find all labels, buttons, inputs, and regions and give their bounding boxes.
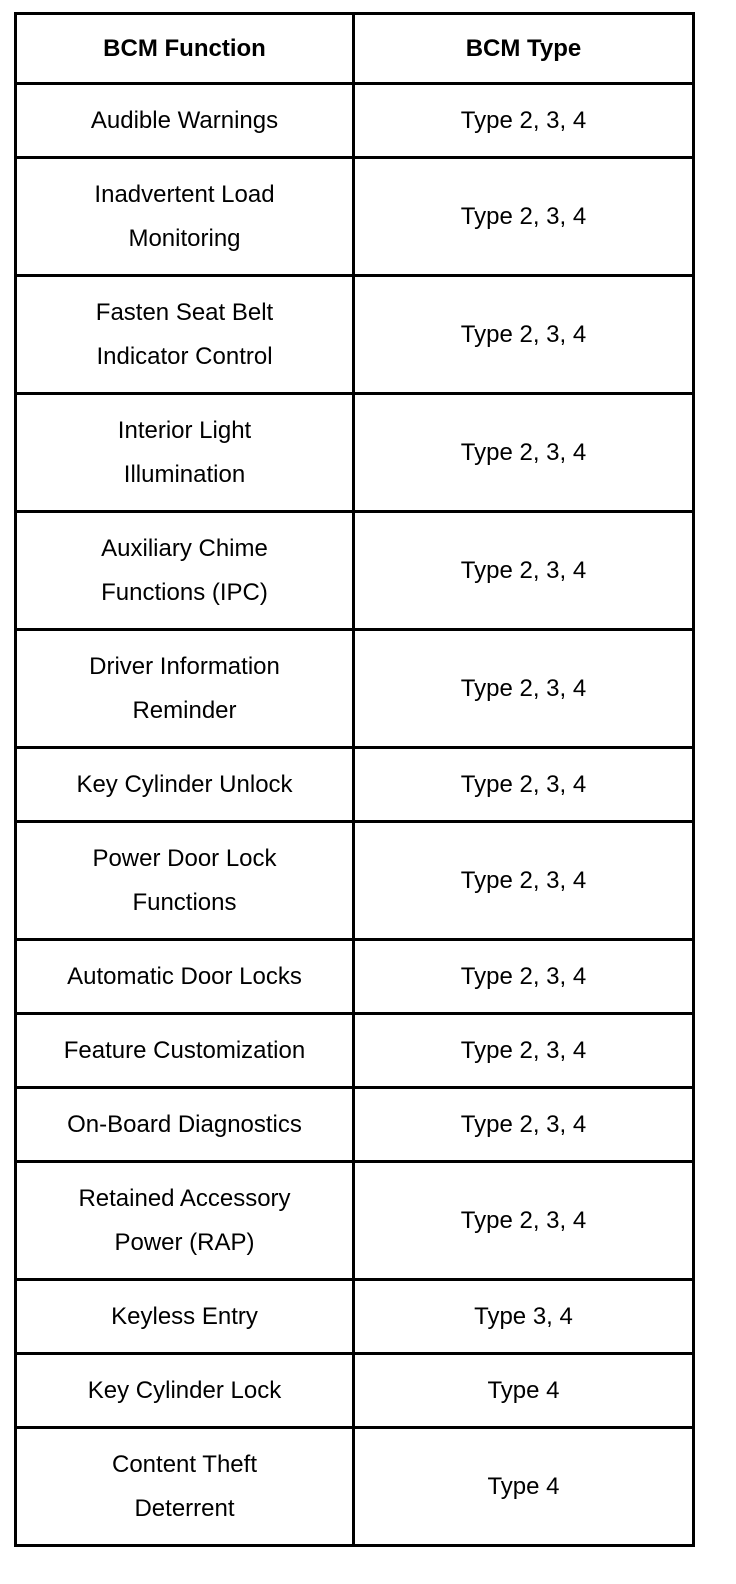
function-label: Automatic Door Locks [67,962,302,990]
table-row [16,158,694,276]
header-bcm-function: BCM Function [16,14,354,84]
function-cell [16,158,354,276]
type-cell: Type 2, 3, 4 [354,630,694,748]
table-row [16,84,694,158]
type-cell: Type 4 [354,1354,694,1428]
table-row [16,394,694,512]
function-cell [16,512,354,630]
table-row [16,1354,694,1428]
function-cell [16,1014,354,1088]
header-bcm-type: BCM Type [354,14,694,84]
table-row [16,1014,694,1088]
table-row [16,1428,694,1546]
function-cell [16,1088,354,1162]
table-row [16,822,694,940]
type-cell: Type 4 [354,1428,694,1546]
function-label: Key Cylinder Unlock [76,770,293,798]
function-label: Fasten Seat Belt Indicator Control [95,298,274,370]
function-label: Inadvertent Load Monitoring [94,180,275,252]
function-label: Interior Light Illumination [117,416,252,488]
function-cell [16,394,354,512]
function-label: Content Theft Deterrent [112,1450,257,1522]
bcm-function-table [14,12,695,1547]
function-label: Audible Warnings [90,106,279,134]
table-row [16,748,694,822]
type-cell: Type 2, 3, 4 [354,84,694,158]
function-label: Auxiliary Chime Functions (IPC) [101,534,268,606]
function-cell [16,1280,354,1354]
function-cell [16,1428,354,1546]
function-cell [16,748,354,822]
table-row [16,940,694,1014]
function-cell [16,1354,354,1428]
type-cell: Type 2, 3, 4 [354,276,694,394]
type-cell: Type 2, 3, 4 [354,1088,694,1162]
type-cell: Type 2, 3, 4 [354,394,694,512]
type-cell: Type 2, 3, 4 [354,1162,694,1280]
type-cell: Type 2, 3, 4 [354,1014,694,1088]
function-label: Keyless Entry [111,1302,258,1330]
type-cell: Type 2, 3, 4 [354,822,694,940]
function-label: On-Board Diagnostics [67,1110,302,1138]
function-cell [16,276,354,394]
type-cell: Type 2, 3, 4 [354,748,694,822]
function-label: Key Cylinder Lock [87,1376,282,1404]
table-row [16,276,694,394]
function-cell [16,940,354,1014]
type-cell: Type 2, 3, 4 [354,158,694,276]
function-label: Driver Information Reminder [89,652,280,724]
table-body [16,84,694,1546]
table-row [16,630,694,748]
function-cell [16,1162,354,1280]
function-label: Feature Customization [63,1036,306,1064]
type-cell: Type 3, 4 [354,1280,694,1354]
table-row [16,1280,694,1354]
table-row [16,1088,694,1162]
function-cell [16,84,354,158]
type-cell: Type 2, 3, 4 [354,512,694,630]
function-label: Power Door Lock Functions [92,844,277,916]
type-cell: Type 2, 3, 4 [354,940,694,1014]
table-header-row [16,14,694,84]
table-row [16,1162,694,1280]
function-cell [16,630,354,748]
function-label: Retained Accessory Power (RAP) [78,1184,291,1256]
function-cell [16,822,354,940]
table-row [16,512,694,630]
